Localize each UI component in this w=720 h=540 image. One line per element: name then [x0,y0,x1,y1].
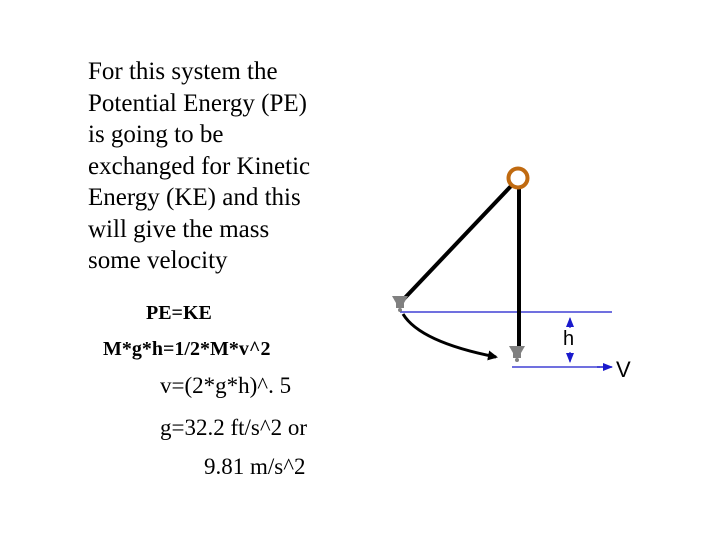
equation-velocity: v=(2*g*h)^. 5 [160,373,292,398]
swing-arc-arrow [403,314,496,357]
height-label: h [563,328,575,350]
paragraph-line: exchanged for Kinetic [88,152,311,180]
paragraph-line: For this system the [88,58,278,85]
paragraph-line: Energy (KE) and this [88,184,301,211]
equation-energy-balance: M*g*h=1/2*M*v^2 [103,338,271,360]
paragraph-line: will give the mass [88,215,270,243]
explanation-paragraph [88,56,378,277]
pendulum-diagram [380,150,660,390]
equation-g-metric: 9.81 m/s^2 [204,454,306,479]
equation-pe-ke: PE=KE [146,302,212,324]
pendulum-string-swung [400,184,513,303]
paragraph-line: Potential Energy (PE) [88,89,307,117]
paragraph-line: is going to be [88,121,224,148]
equation-g-imperial: g=32.2 ft/s^2 or [160,415,308,440]
pivot-circle [509,169,528,188]
mass-upper [392,296,408,312]
paragraph-line: some velocity [88,247,228,274]
mass-lower [509,346,525,362]
velocity-label: V [616,357,631,382]
